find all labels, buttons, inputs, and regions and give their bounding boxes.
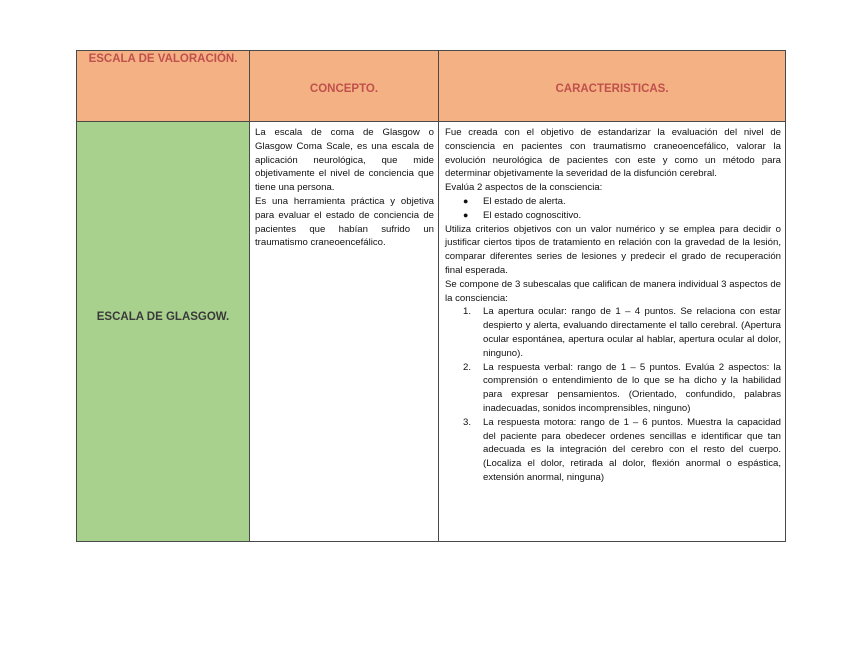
list-number: 1. — [463, 306, 472, 318]
concept-paragraph: La escala de coma de Glasgow o Glasgow Coma Scale, es una escala de aplicación neurológica, que mide objetivamente el nivel de conciencia que tiene una persona. — [255, 127, 434, 194]
list-number: 3. — [463, 416, 472, 428]
characteristics-intro: Fue creada con el objetivo de estandarizar la evaluación del nivel de consciencia en pacientes con traumatismo craneoencefálico, valorar la evolución neurológica de pacientes con este y como un método para determinar objetivamente la severidad de la disfunción cerebral. — [445, 127, 781, 180]
assessment-table — [76, 50, 786, 542]
bullet-icon: ● — [463, 209, 469, 220]
criteria-paragraph: Utiliza criterios objetivos con un valor numérico y se emplea para decidir o justificar ciertos tipos de tratamiento en relación con la gravedad de la lesión, comparar diferentes series de lesiones y predecir el grado de recuperación final esperada. — [445, 223, 781, 276]
aspects-list — [445, 195, 781, 223]
list-item — [463, 305, 781, 360]
header-scale: ESCALA DE VALORACIÓN. — [77, 51, 250, 122]
list-item — [463, 209, 781, 223]
concept-paragraph: Es una herramienta práctica y objetiva para evaluar el estado de conciencia de pacientes que habían sufrido un traumatismo craneoencefálico. — [255, 195, 434, 249]
characteristics-cell — [439, 122, 786, 542]
list-item-text: La respuesta motora: rango de 1 – 6 puntos. Muestra la capacidad del paciente para obedecer ordenes sencillas e identificar que tan adecuada es la integración del cerebro con el resto del cuerpo. (Localiza el dolor, retirada al dolor, flexión anormal o espástica, extensión anormal, ninguna) — [483, 416, 781, 483]
list-item-text: La respuesta verbal: rango de 1 – 5 puntos. Evalúa 2 aspectos: la comprensión o entendimiento de lo que se ha dicho y la habilidad para expresar pensamientos. (Orientado, confundido, palabras inadecuadas, sonidos incomprensibles, ninguno) — [483, 361, 781, 414]
header-characteristics: CARACTERISTICAS. — [439, 51, 786, 122]
list-item-text: La apertura ocular: rango de 1 – 4 puntos. Se relaciona con estar despierto y alerta, evaluando directamente el tallo cerebral. (Apertura ocular espontánea, apertura ocular al hablar, apertura ocular al dolor, ninguno). — [483, 306, 781, 359]
header-row — [77, 51, 786, 122]
table-row — [77, 122, 786, 542]
list-item-text: El estado de alerta. — [483, 195, 566, 207]
concept-cell — [250, 122, 439, 542]
scale-name-cell: ESCALA DE GLASGOW. — [77, 122, 250, 542]
subscales-list — [445, 305, 781, 484]
list-item — [463, 195, 781, 209]
list-item — [463, 416, 781, 485]
list-item-text: El estado cognoscitivo. — [483, 209, 582, 221]
list-item — [463, 361, 781, 416]
evaluates-line: Evalúa 2 aspectos de la consciencia: — [445, 182, 603, 194]
header-concept: CONCEPTO. — [250, 51, 439, 122]
bullet-icon: ● — [463, 195, 469, 206]
subscales-intro: Se compone de 3 subescalas que califican de manera individual 3 aspectos de la consciencia: — [445, 278, 781, 304]
list-number: 2. — [463, 361, 472, 373]
